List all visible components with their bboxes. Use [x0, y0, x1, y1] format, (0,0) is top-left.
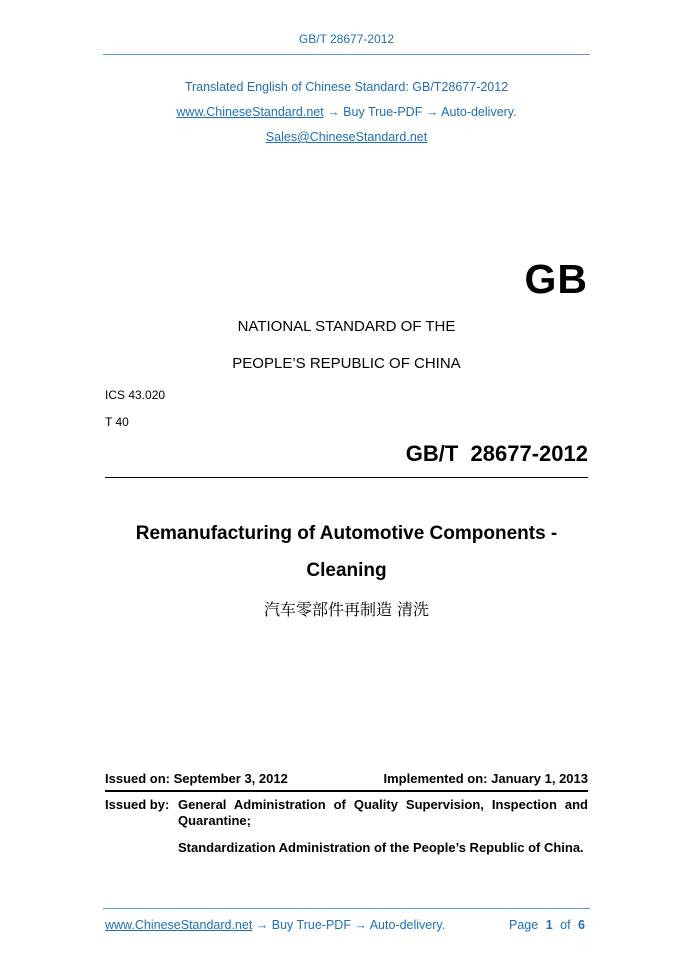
- issuer-org-2: Standardization Administration of the People’s Republic of China.: [178, 840, 584, 855]
- implemented-on-label: Implemented on:: [383, 771, 488, 786]
- email-line: [0, 130, 693, 144]
- page-indicator: [509, 918, 585, 932]
- footer-website-link[interactable]: www.ChineseStandard.net: [105, 918, 253, 932]
- footer-purchase-text: → Buy True-PDF → Auto-delivery.: [255, 918, 446, 932]
- issued-on-value: September 3, 2012: [173, 771, 288, 786]
- website-link[interactable]: www.ChineseStandard.net: [176, 105, 324, 119]
- footer-divider: [103, 908, 590, 909]
- footer-purchase-line: [105, 918, 445, 932]
- header-standard-code: GB/T 28677-2012: [298, 32, 395, 46]
- issued-on-label: Issued on:: [105, 771, 171, 786]
- standard-number-rule: [105, 477, 588, 478]
- dates-rule: [105, 790, 588, 792]
- page-label: Page: [509, 918, 539, 932]
- standard-number: GB/T 28677-2012: [405, 441, 588, 466]
- page-of-label: of: [560, 918, 571, 932]
- ccs-code: T 40: [105, 415, 129, 429]
- implemented-on-value: January 1, 2013: [491, 771, 588, 786]
- email-link[interactable]: Sales@ChineseStandard.net: [265, 130, 428, 144]
- purchase-line: [0, 105, 693, 119]
- national-standard-line1: NATIONAL STANDARD OF THE: [237, 318, 456, 335]
- issued-by-label: Issued by:: [105, 797, 170, 812]
- implemented-on: [384, 771, 589, 786]
- translation-notice: Translated English of Chinese Standard: GB/T28677-2012: [184, 80, 509, 94]
- issued-on: [105, 771, 288, 786]
- title-english-line1: Remanufacturing of Automotive Components -: [135, 523, 558, 544]
- purchase-text: → Buy True-PDF → Auto-delivery.: [327, 105, 517, 119]
- title-english-line2: Cleaning: [306, 560, 387, 581]
- national-standard-line2: PEOPLE’S REPUBLIC OF CHINA: [232, 355, 461, 372]
- page-number: 1: [545, 918, 553, 932]
- ics-code: ICS 43.020: [105, 388, 166, 402]
- title-chinese: 汽车零部件再制造 清洗: [263, 600, 430, 619]
- header-divider: [103, 54, 590, 55]
- issuer-org-1: General Administration of Quality Supervision, Inspection and Quarantine;: [178, 797, 588, 828]
- gb-mark: GB: [524, 256, 588, 302]
- page-total: 6: [578, 918, 585, 932]
